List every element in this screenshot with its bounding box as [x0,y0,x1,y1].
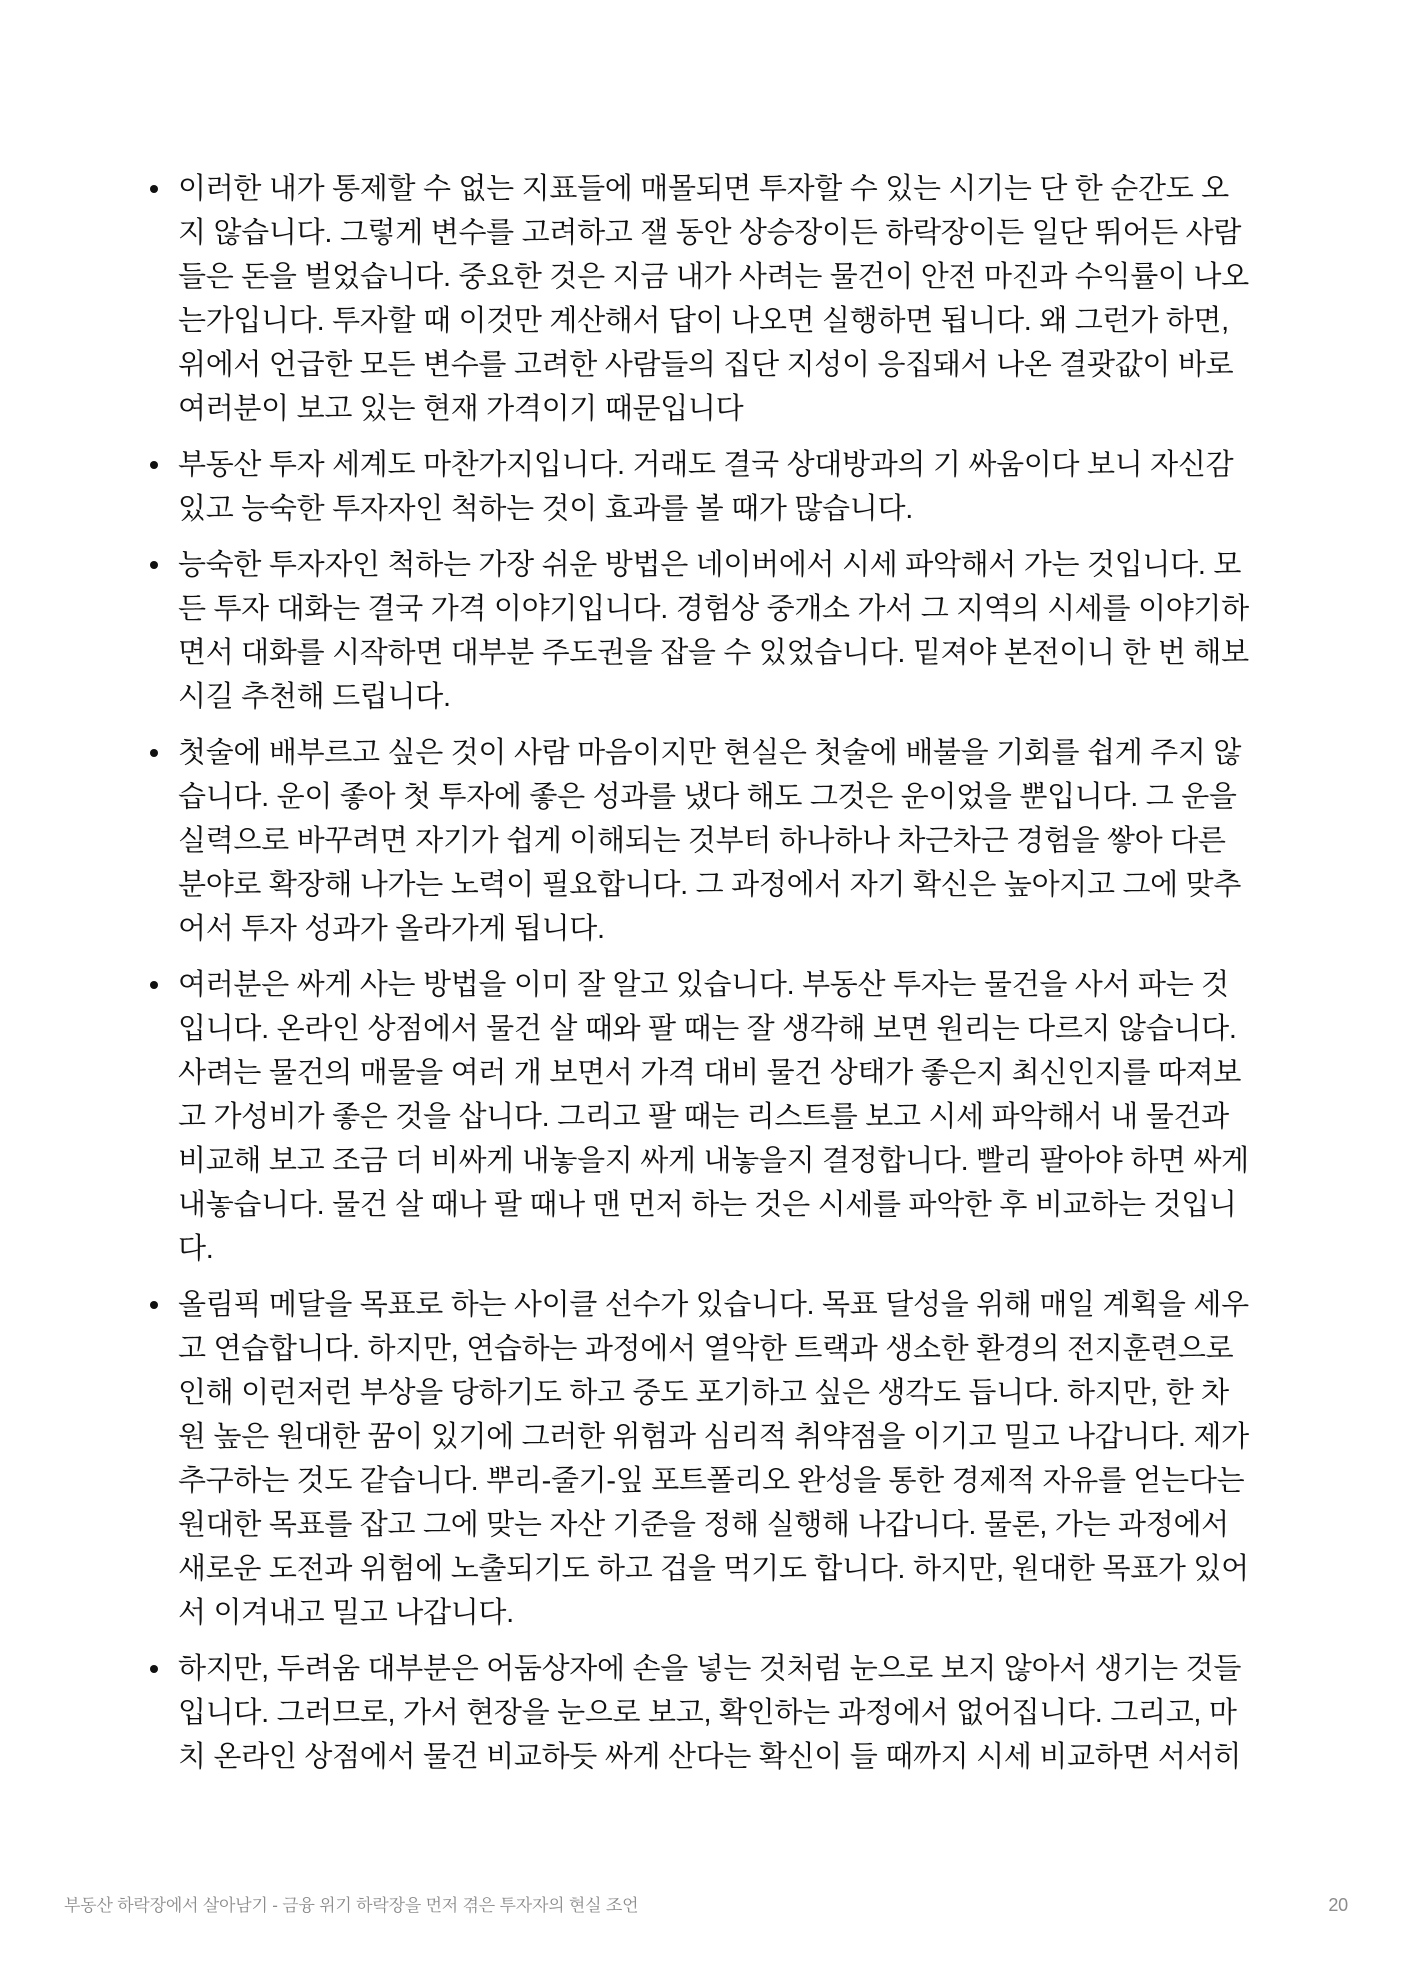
bullet-icon [148,1647,178,1673]
bullet-icon [148,731,178,757]
bullet-icon [148,963,178,989]
footer-title: 부동산 하락장에서 살아남기 - 금융 위기 하락장을 먼저 겪은 투자자의 현실 조언 [64,1896,639,1915]
bullet-text: 능숙한 투자자인 척하는 가장 쉬운 방법은 네이버에서 시세 파악해서 가는 것입니다. 모든 투자 대화는 결국 가격 이야기입니다. 경험상 중개소 가서 그 지역의 시세를 이야기하면서 대화를 시작하면 대부분 주도권을 잡을 수 있었습니다. 밑져야 본전이니 한 번 해보시길 추천해 드립니다. [178,549,1249,713]
bullet-text: 첫술에 배부르고 싶은 것이 사람 마음이지만 현실은 첫술에 배불을 기회를 쉽게 주지 않습니다. 운이 좋아 첫 투자에 좋은 성과를 냈다 해도 그것은 운이었을 뿐입니다. 그 운을 실력으로 바꾸려면 자기가 쉽게 이해되는 것부터 하나하나 차근차근 경험을 쌓아 다른 분야로 확장해 나가는 노력이 필요합니다. 그 과정에서 자기 확신은 높아지고 그에 맞추어서 투자 성과가 올라가게 됩니다. [178,737,1242,945]
bullet-text: 이러한 내가 통제할 수 없는 지표들에 매몰되면 투자할 수 있는 시기는 단 한 순간도 오지 않습니다. 그렇게 변수를 고려하고 잴 동안 상승장이든 하락장이든 일단 뛰어든 사람들은 돈을 벌었습니다. 중요한 것은 지금 내가 사려는 물건이 안전 마진과 수익률이 나오는가입니다. 투자할 때 이것만 계산해서 답이 나오면 실행하면 됩니다. 왜 그런가 하면, 위에서 언급한 모든 변수를 고려한 사람들의 집단 지성이 응집돼서 나온 결괏값이 바로 여러분이 보고 있는 현재 가격이기 때문입니다 [178,173,1249,425]
bullet-text: 하지만, 두려움 대부분은 어둠상자에 손을 넣는 것처럼 눈으로 보지 않아서 생기는 것들입니다. 그러므로, 가서 현장을 눈으로 보고, 확인하는 과정에서 없어집니다. 그리고, 마치 온라인 상점에서 물건 비교하듯 싸게 산다는 확신이 들 때까지 시세 비교하면 서서히 [178,1653,1242,1773]
bullet-item [148,963,1250,1271]
page-number: 20 [1328,1895,1348,1915]
bullet-item [148,543,1250,719]
bullet-item [148,1647,1250,1779]
bullet-icon [148,1283,178,1309]
bullet-text: 올림픽 메달을 목표로 하는 사이클 선수가 있습니다. 목표 달성을 위해 매일 계획을 세우고 연습합니다. 하지만, 연습하는 과정에서 열악한 트랙과 생소한 환경의 전지훈련으로 인해 이런저런 부상을 당하기도 하고 중도 포기하고 싶은 생각도 듭니다. 하지만, 한 차원 높은 원대한 꿈이 있기에 그러한 위험과 심리적 취약점을 이기고 밀고 나갑니다. 제가 추구하는 것도 같습니다. 뿌리-줄기-잎 포트폴리오 완성을 통한 경제적 자유를 얻는다는 원대한 목표를 잡고 그에 맞는 자산 기준을 정해 실행해 나갑니다. 물론, 가는 과정에서 새로운 도전과 위험에 노출되기도 하고 겁을 먹기도 합니다. 하지만, 원대한 목표가 있어서 이겨내고 밀고 나갑니다. [178,1289,1249,1629]
bullet-text: 여러분은 싸게 사는 방법을 이미 잘 알고 있습니다. 부동산 투자는 물건을 사서 파는 것입니다. 온라인 상점에서 물건 살 때와 팔 때는 잘 생각해 보면 원리는 다르지 않습니다. 사려는 물건의 매물을 여러 개 보면서 가격 대비 물건 상태가 좋은지 최신인지를 따져보고 가성비가 좋은 것을 삽니다. 그리고 팔 때는 리스트를 보고 시세 파악해서 내 물건과 비교해 보고 조금 더 비싸게 내놓을지 싸게 내놓을지 결정합니다. 빨리 팔아야 하면 싸게 내놓습니다. 물건 살 때나 팔 때나 맨 먼저 하는 것은 시세를 파악한 후 비교하는 것입니다. [178,969,1249,1265]
bullet-icon [148,167,178,193]
bullet-item [148,167,1250,431]
page-footer [64,1894,1348,1917]
bullet-list [148,167,1250,1791]
bullet-item [148,1283,1250,1635]
bullet-item [148,731,1250,951]
bullet-item [148,443,1250,531]
bullet-icon [148,443,178,469]
bullet-icon [148,543,178,569]
bullet-text: 부동산 투자 세계도 마찬가지입니다. 거래도 결국 상대방과의 기 싸움이다 보니 자신감 있고 능숙한 투자자인 척하는 것이 효과를 볼 때가 많습니다. [178,449,1234,525]
